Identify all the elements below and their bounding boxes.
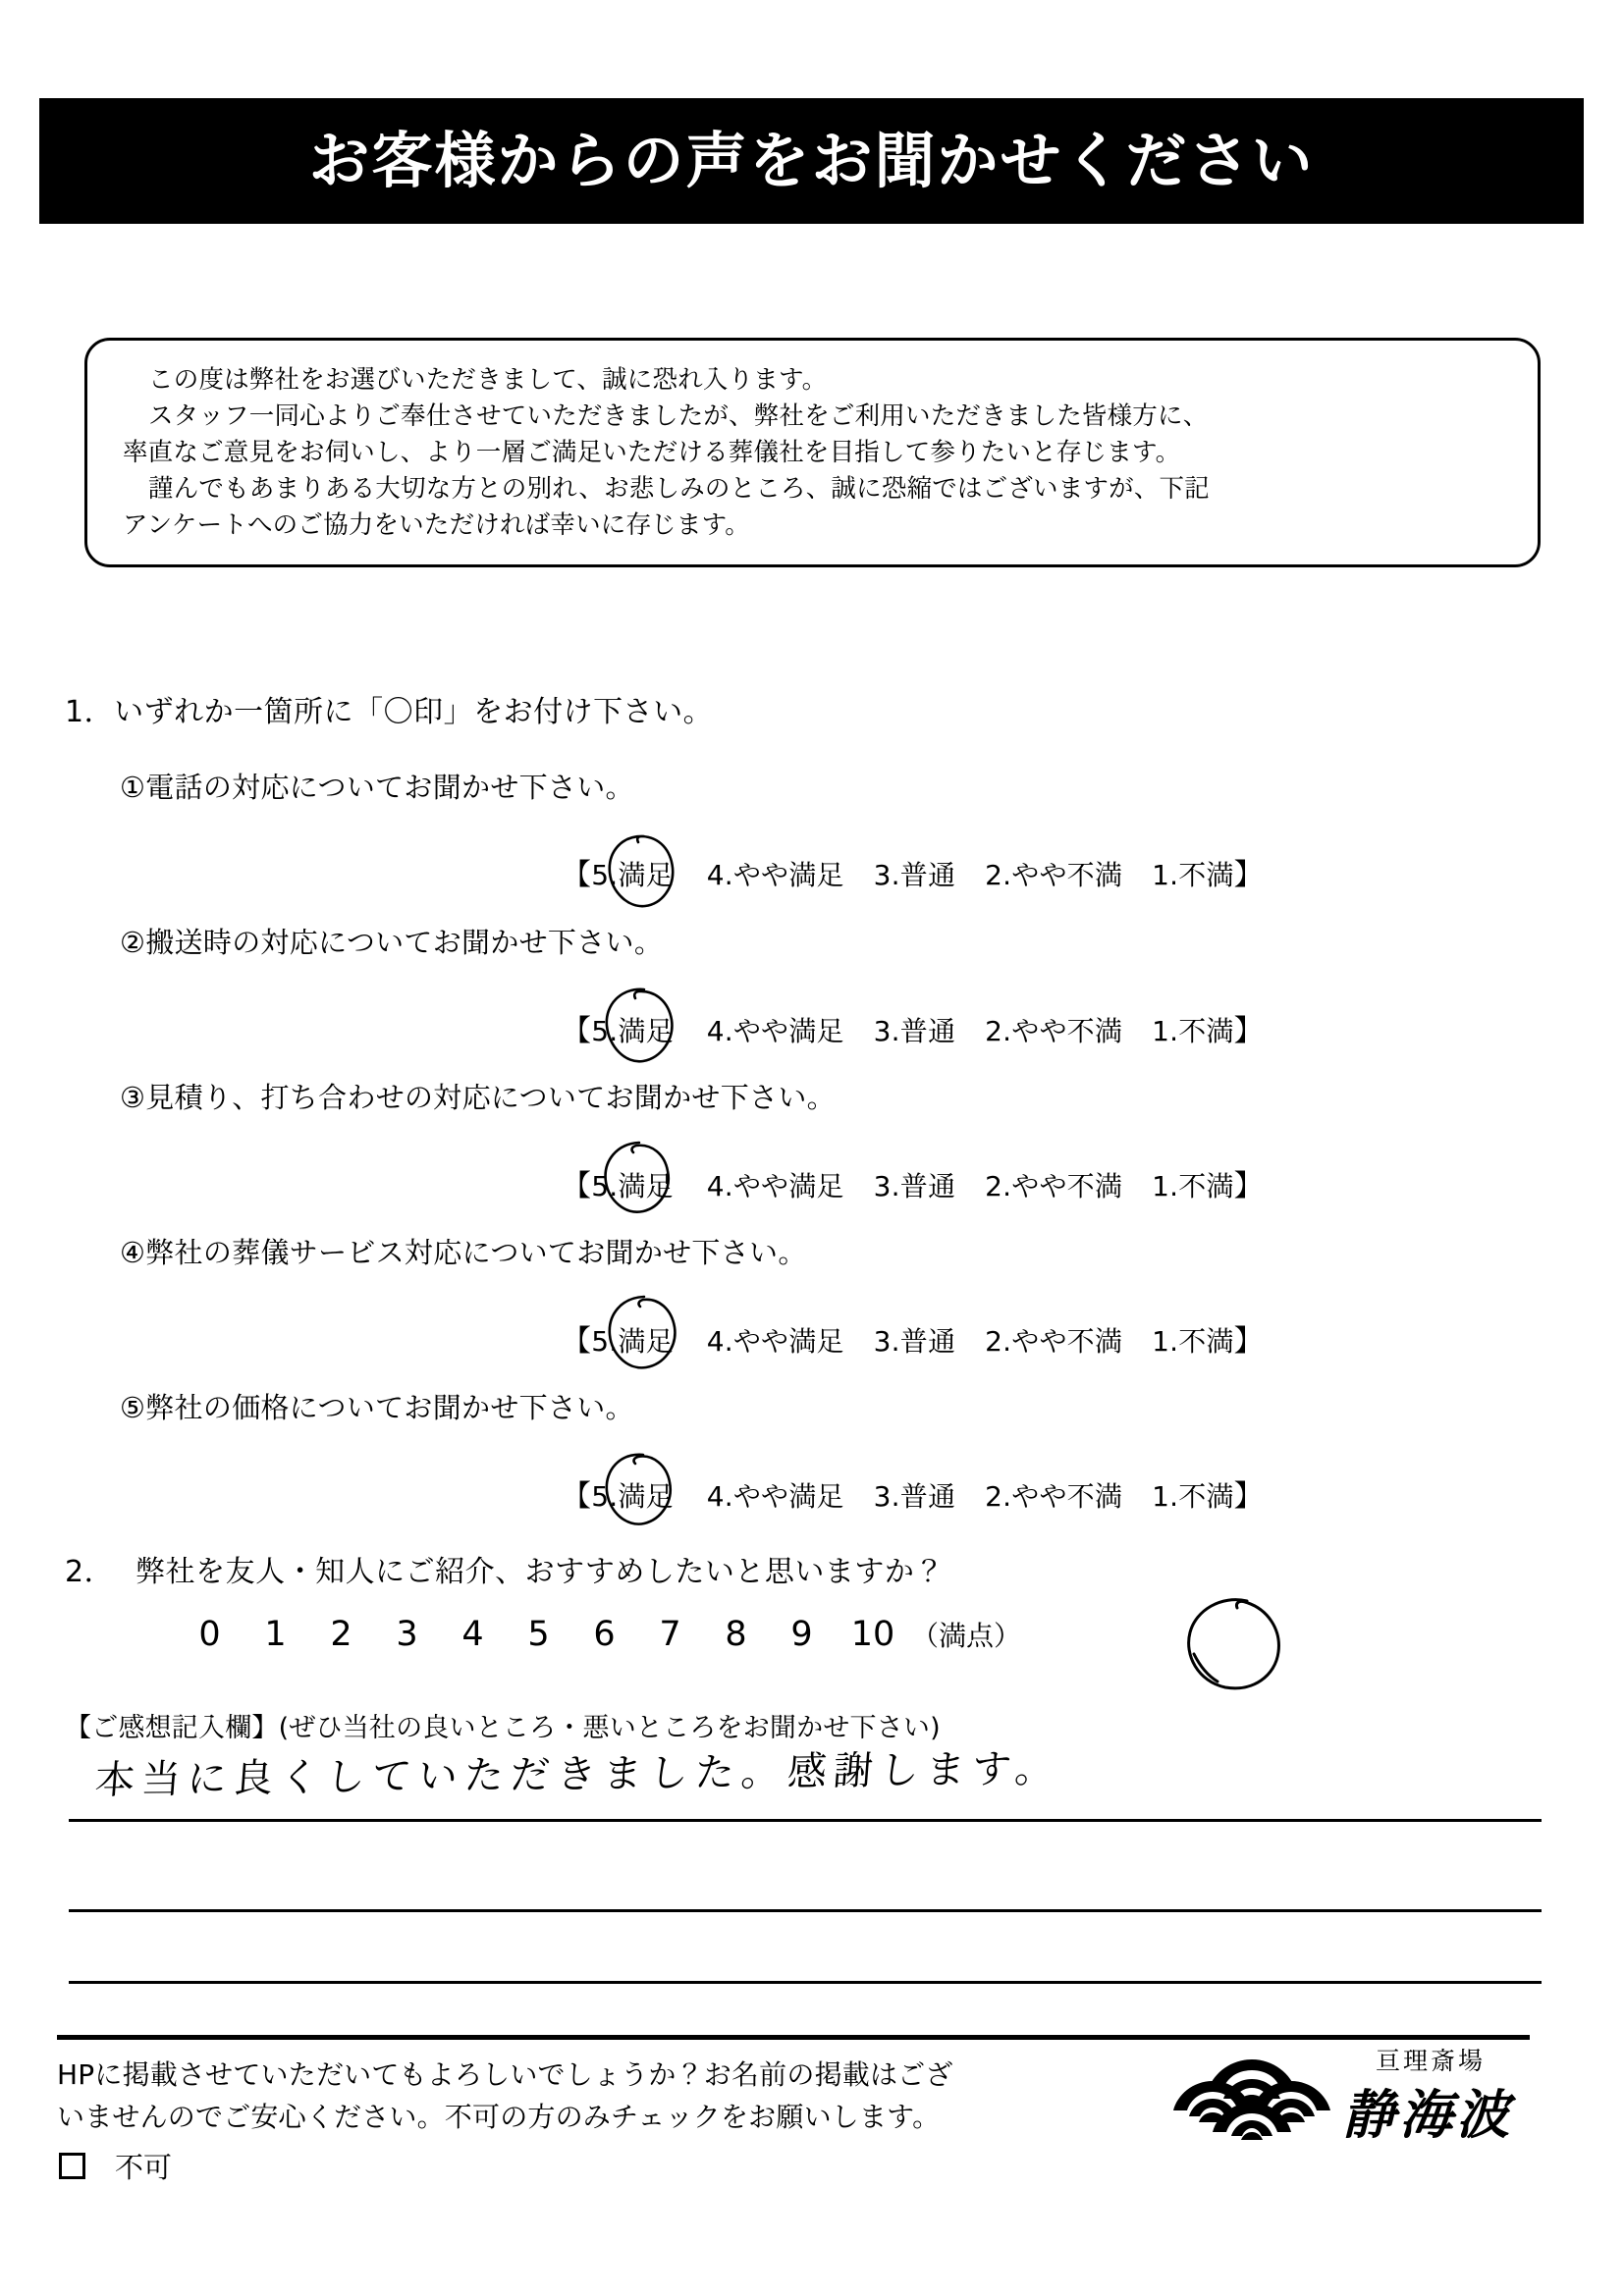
rating-scale-4[interactable] bbox=[562, 1316, 1264, 1360]
rating-option-4[interactable]: 4.やや満足 bbox=[706, 1015, 844, 1047]
rating-option-3[interactable]: 3.普通 bbox=[873, 1170, 956, 1202]
question-1-text: いずれか一箇所に「〇印」をお付け下さい。 bbox=[114, 695, 714, 729]
page-title: お客様からの声をお聞かせください bbox=[308, 125, 1315, 196]
rating-option-4[interactable]: 4.やや満足 bbox=[706, 1325, 844, 1358]
nps-scale[interactable] bbox=[177, 1615, 1021, 1654]
rating-option-2[interactable]: 2.やや不満 bbox=[985, 1015, 1123, 1047]
page-header-band bbox=[39, 98, 1584, 224]
nps-option-9[interactable]: 9 bbox=[790, 1615, 813, 1654]
nps-option-6[interactable]: 6 bbox=[593, 1615, 616, 1654]
nps-option-7[interactable]: 7 bbox=[659, 1615, 681, 1654]
rating-scale-2[interactable] bbox=[562, 1006, 1264, 1049]
question-2-number: 2． bbox=[65, 1555, 115, 1589]
rating-option-5[interactable]: 5.満足 bbox=[591, 1015, 674, 1047]
nps-max-label: （満点） bbox=[911, 1620, 1022, 1652]
rating-option-4[interactable]: 4.やや満足 bbox=[706, 859, 844, 891]
company-logo bbox=[1173, 2040, 1566, 2187]
rating-option-3[interactable]: 3.普通 bbox=[873, 1015, 956, 1047]
rating-option-2[interactable]: 2.やや不満 bbox=[985, 1170, 1123, 1202]
sub-question-2-label: ②搬送時の対応についてお聞かせ下さい。 bbox=[120, 926, 664, 959]
rating-option-4[interactable]: 4.やや満足 bbox=[706, 1170, 844, 1202]
scale-open-bracket: 【 bbox=[562, 1169, 592, 1203]
scale-close-bracket: 】 bbox=[1233, 1324, 1264, 1359]
rating-option-3[interactable]: 3.普通 bbox=[873, 1325, 956, 1358]
rating-option-1[interactable]: 1.不満 bbox=[1152, 1015, 1234, 1047]
sub-question-1-label: ①電話の対応についてお聞かせ下さい。 bbox=[120, 771, 634, 804]
scale-close-bracket: 】 bbox=[1233, 858, 1264, 892]
rating-option-1[interactable]: 1.不満 bbox=[1152, 1325, 1234, 1358]
seigaiha-wave-icon bbox=[1173, 2054, 1330, 2142]
scale-open-bracket: 【 bbox=[562, 858, 592, 892]
rating-scale-3[interactable] bbox=[562, 1161, 1264, 1204]
intro-line: この度は弊社をお選びいただきまして、誠に恐れ入ります。 bbox=[148, 365, 828, 395]
rating-option-2[interactable]: 2.やや不満 bbox=[985, 1325, 1123, 1358]
comment-line[interactable] bbox=[69, 1981, 1542, 1984]
deny-publication-label: 不可 bbox=[115, 2151, 173, 2184]
rating-option-2[interactable]: 2.やや不満 bbox=[985, 859, 1123, 891]
nps-option-10[interactable]: 10 bbox=[850, 1615, 895, 1654]
comment-section-label: 【ご感想記入欄】(ぜひ当社の良いところ・悪いところをお聞かせ下さい) bbox=[65, 1713, 941, 1743]
nps-option-1[interactable]: 1 bbox=[264, 1615, 287, 1654]
question-2-text: 弊社を友人・知人にご紹介、おすすめしたいと思いますか？ bbox=[135, 1555, 945, 1589]
rating-option-1[interactable]: 1.不満 bbox=[1152, 1480, 1234, 1513]
rating-scale-5[interactable] bbox=[562, 1471, 1264, 1515]
handwritten-circle-mark-nps bbox=[1178, 1593, 1288, 1695]
publication-consent-row[interactable] bbox=[59, 2146, 172, 2186]
scale-close-bracket: 】 bbox=[1233, 1479, 1264, 1514]
logo-brand-name: 静海波 bbox=[1342, 2083, 1513, 2146]
handwritten-comment: 本当に良くしていただきました。感謝します。 bbox=[93, 1745, 1063, 1803]
footer-line: HPに掲載させていただいてもよろしいでしょうか？お名前の掲載はござ bbox=[57, 2058, 953, 2091]
rating-option-1[interactable]: 1.不満 bbox=[1152, 859, 1234, 891]
scale-open-bracket: 【 bbox=[562, 1014, 592, 1048]
nps-option-5[interactable]: 5 bbox=[527, 1615, 550, 1654]
comment-line[interactable] bbox=[69, 1909, 1542, 1912]
deny-publication-checkbox[interactable] bbox=[59, 2153, 85, 2179]
logo-facility-name: 亘理斎場 bbox=[1376, 2047, 1487, 2075]
nps-option-3[interactable]: 3 bbox=[396, 1615, 418, 1654]
rating-option-2[interactable]: 2.やや不満 bbox=[985, 1480, 1123, 1513]
intro-box bbox=[84, 338, 1541, 567]
scale-close-bracket: 】 bbox=[1233, 1014, 1264, 1048]
sub-question-4-label: ④弊社の葬儀サービス対応についてお聞かせ下さい。 bbox=[120, 1236, 807, 1269]
question-1-number: 1． bbox=[65, 695, 115, 729]
rating-option-5[interactable]: 5.満足 bbox=[591, 1325, 674, 1358]
intro-text bbox=[123, 362, 1512, 544]
comment-line[interactable] bbox=[69, 1819, 1542, 1822]
intro-line: 謹んでもあまりある大切な方との別れ、お悲しみのところ、誠に恐縮ではございますが、下記 bbox=[148, 474, 1210, 504]
intro-line: 率直なご意見をお伺いし、より一層ご満足いただける葬儀社を目指して参りたいと存じます。 bbox=[123, 438, 1181, 467]
scale-open-bracket: 【 bbox=[562, 1479, 592, 1514]
intro-line: アンケートへのご協力をいただければ幸いに存じます。 bbox=[123, 510, 750, 540]
scale-close-bracket: 】 bbox=[1233, 1169, 1264, 1203]
nps-option-2[interactable]: 2 bbox=[330, 1615, 352, 1654]
rating-option-3[interactable]: 3.普通 bbox=[873, 1480, 956, 1513]
rating-option-5[interactable]: 5.満足 bbox=[591, 859, 674, 891]
nps-option-0[interactable]: 0 bbox=[198, 1615, 221, 1654]
sub-question-3-label: ③見積り、打ち合わせの対応についてお聞かせ下さい。 bbox=[120, 1081, 836, 1114]
rating-option-5[interactable]: 5.満足 bbox=[591, 1480, 674, 1513]
rating-option-4[interactable]: 4.やや満足 bbox=[706, 1480, 844, 1513]
nps-option-8[interactable]: 8 bbox=[725, 1615, 747, 1654]
rating-option-1[interactable]: 1.不満 bbox=[1152, 1170, 1234, 1202]
nps-option-4[interactable]: 4 bbox=[461, 1615, 484, 1654]
sub-question-5-label: ⑤弊社の価格についてお聞かせ下さい。 bbox=[120, 1391, 634, 1424]
intro-line: スタッフ一同心よりご奉仕させていただきましたが、弊社をご利用いただきました皆様方に、 bbox=[148, 401, 1209, 431]
footer-notice bbox=[57, 2054, 953, 2138]
footer-line: いませんのでご安心ください。不可の方のみチェックをお願いします。 bbox=[57, 2101, 941, 2133]
question-2-heading bbox=[65, 1547, 945, 1590]
rating-option-5[interactable]: 5.満足 bbox=[591, 1170, 674, 1202]
rating-option-3[interactable]: 3.普通 bbox=[873, 859, 956, 891]
scale-open-bracket: 【 bbox=[562, 1324, 592, 1359]
question-1-heading bbox=[65, 687, 713, 730]
rating-scale-1[interactable] bbox=[562, 850, 1264, 893]
